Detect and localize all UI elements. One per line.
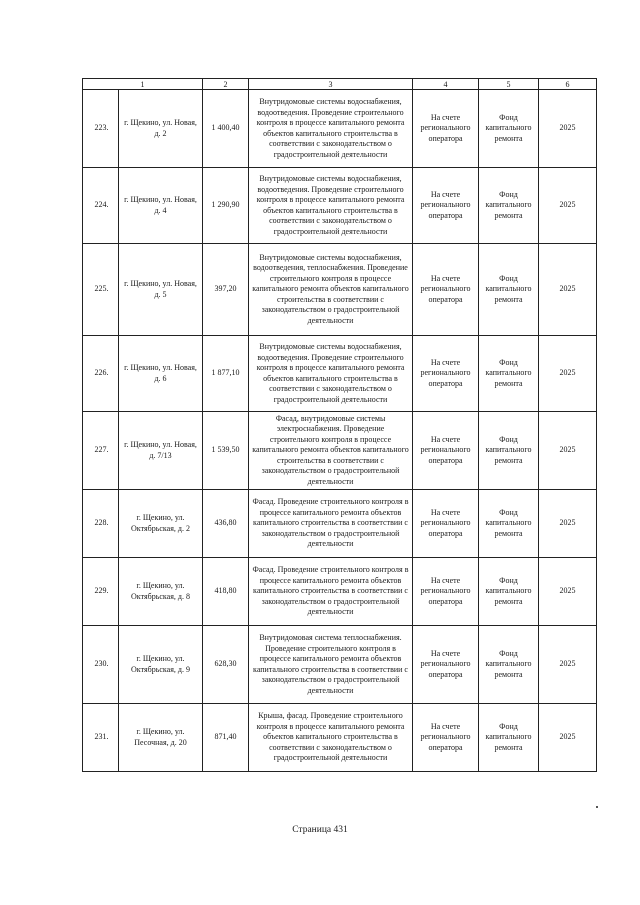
header-col-2: 2 <box>203 79 249 90</box>
header-col-1: 1 <box>83 79 203 90</box>
row-area: 1 539,50 <box>203 412 249 490</box>
row-number: 223. <box>83 90 119 168</box>
row-area: 1 400,40 <box>203 90 249 168</box>
header-col-6: 6 <box>539 79 597 90</box>
row-works: Крыша, фасад. Проведение строительного контроля в процессе капитального ремонта объектов капитального строительства в соответствии с законодательством о градостроительной деятельности <box>249 704 413 772</box>
works-table <box>82 78 597 772</box>
row-fund: Фонд капитального ремонта <box>479 412 539 490</box>
header-col-5: 5 <box>479 79 539 90</box>
row-number: 225. <box>83 244 119 336</box>
row-fund: Фонд капитального ремонта <box>479 704 539 772</box>
row-year: 2025 <box>539 168 597 244</box>
row-account: На счете регионального оператора <box>413 244 479 336</box>
header-col-3: 3 <box>249 79 413 90</box>
row-address: г. Щекино, ул. Новая, д. 5 <box>119 244 203 336</box>
table-row <box>83 558 597 626</box>
table-row <box>83 244 597 336</box>
header-row <box>83 79 597 90</box>
row-fund: Фонд капитального ремонта <box>479 558 539 626</box>
row-year: 2025 <box>539 412 597 490</box>
header-col-4: 4 <box>413 79 479 90</box>
row-area: 436,80 <box>203 490 249 558</box>
row-fund: Фонд капитального ремонта <box>479 168 539 244</box>
row-account: На счете регионального оператора <box>413 412 479 490</box>
table-row <box>83 626 597 704</box>
table-row <box>83 90 597 168</box>
row-year: 2025 <box>539 626 597 704</box>
row-fund: Фонд капитального ремонта <box>479 90 539 168</box>
row-address: г. Щекино, ул. Октябрьская, д. 9 <box>119 626 203 704</box>
row-account: На счете регионального оператора <box>413 90 479 168</box>
row-works: Внутридомовые системы водоснабжения, водоотведения. Проведение строительного контроля в процессе капитального ремонта объектов капитального строительства в соответствии с законодательством о градостроительной деятельности <box>249 90 413 168</box>
row-works: Фасад. Проведение строительного контроля в процессе капитального ремонта объектов капитального строительства в соответствии с законодательством о градостроительной деятельности <box>249 558 413 626</box>
row-works: Внутридомовые системы водоснабжения, водоотведения. Проведение строительного контроля в процессе капитального ремонта объектов капитального строительства в соответствии с законодательством о градостроительной деятельности <box>249 168 413 244</box>
row-fund: Фонд капитального ремонта <box>479 490 539 558</box>
row-number: 224. <box>83 168 119 244</box>
row-works: Внутридомовые системы водоснабжения, водоотведения. Проведение строительного контроля в процессе капитального ремонта объектов капитального строительства в соответствии с законодательством о градостроительной деятельности <box>249 336 413 412</box>
row-year: 2025 <box>539 558 597 626</box>
row-account: На счете регионального оператора <box>413 168 479 244</box>
row-year: 2025 <box>539 90 597 168</box>
row-year: 2025 <box>539 490 597 558</box>
row-number: 227. <box>83 412 119 490</box>
row-works: Фасад, внутридомовые системы электроснабжения. Проведение строительного контроля в процессе капитального ремонта объектов капитального строительства в соответствии с законодательством о градостроительной деятельности <box>249 412 413 490</box>
row-number: 226. <box>83 336 119 412</box>
row-address: г. Щекино, ул. Новая, д. 4 <box>119 168 203 244</box>
row-number: 228. <box>83 490 119 558</box>
row-address: г. Щекино, ул. Октябрьская, д. 8 <box>119 558 203 626</box>
table-row <box>83 168 597 244</box>
row-fund: Фонд капитального ремонта <box>479 244 539 336</box>
row-account: На счете регионального оператора <box>413 626 479 704</box>
row-year: 2025 <box>539 704 597 772</box>
row-works: Внутридомовые системы водоснабжения, водоотведения, теплоснабжения. Проведение строительного контроля в процессе капитального ремонта объектов капитального строительства в соответствии с законодательством о градостроительной деятельности <box>249 244 413 336</box>
row-account: На счете регионального оператора <box>413 336 479 412</box>
row-area: 1 877,10 <box>203 336 249 412</box>
row-area: 871,40 <box>203 704 249 772</box>
row-year: 2025 <box>539 336 597 412</box>
row-address: г. Щекино, ул. Новая, д. 7/13 <box>119 412 203 490</box>
table-row <box>83 704 597 772</box>
row-number: 229. <box>83 558 119 626</box>
page-number: Страница 431 <box>292 825 348 835</box>
row-fund: Фонд капитального ремонта <box>479 336 539 412</box>
row-account: На счете регионального оператора <box>413 490 479 558</box>
row-area: 628,30 <box>203 626 249 704</box>
row-account: На счете регионального оператора <box>413 558 479 626</box>
row-address: г. Щекино, ул. Новая, д. 2 <box>119 90 203 168</box>
row-area: 418,80 <box>203 558 249 626</box>
row-address: г. Щекино, ул. Песочная, д. 20 <box>119 704 203 772</box>
table-row <box>83 336 597 412</box>
row-address: г. Щекино, ул. Октябрьская, д. 2 <box>119 490 203 558</box>
row-number: 231. <box>83 704 119 772</box>
row-number: 230. <box>83 626 119 704</box>
row-works: Внутридомовая система теплоснабжения. Проведение строительного контроля в процессе капитального ремонта объектов капитального строительства в соответствии с законодательством о градостроительной деятельности <box>249 626 413 704</box>
row-address: г. Щекино, ул. Новая, д. 6 <box>119 336 203 412</box>
scan-speck <box>596 806 598 808</box>
row-works: Фасад. Проведение строительного контроля в процессе капитального ремонта объектов капитального строительства в соответствии с законодательством о градостроительной деятельности <box>249 490 413 558</box>
row-area: 1 290,90 <box>203 168 249 244</box>
table-row <box>83 490 597 558</box>
row-fund: Фонд капитального ремонта <box>479 626 539 704</box>
row-area: 397,20 <box>203 244 249 336</box>
table-row <box>83 412 597 490</box>
row-account: На счете регионального оператора <box>413 704 479 772</box>
row-year: 2025 <box>539 244 597 336</box>
